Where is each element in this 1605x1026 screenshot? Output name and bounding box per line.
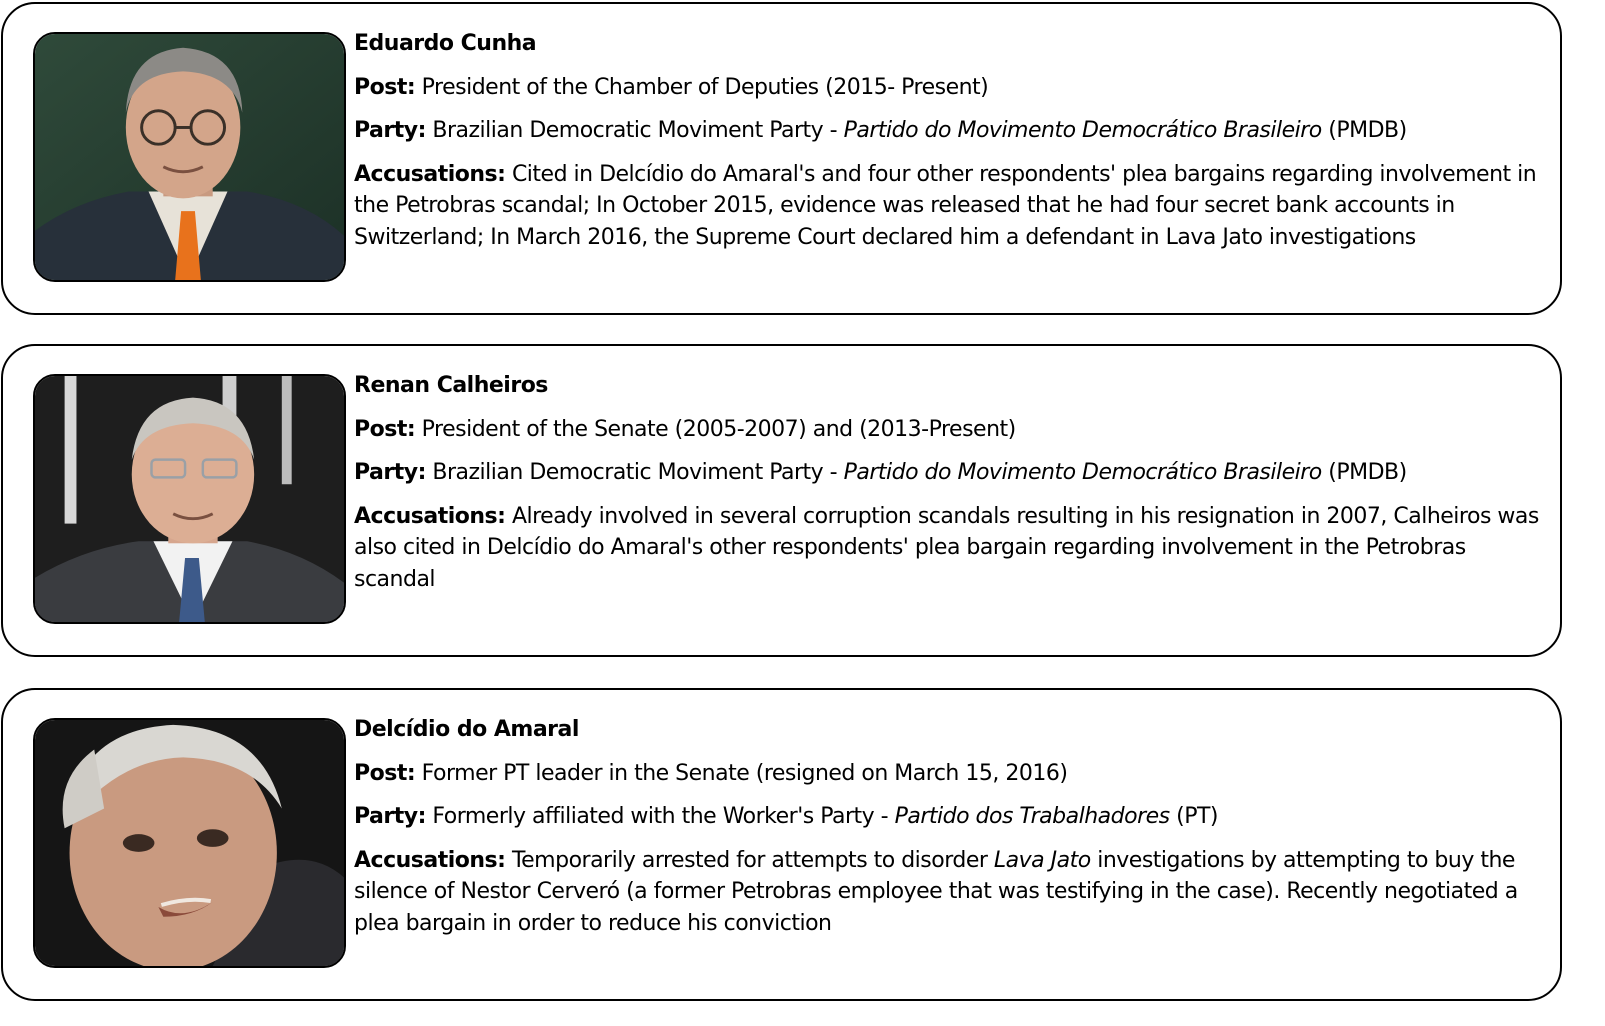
accusations-line	[354, 159, 1546, 254]
party-name-portuguese: Partido dos Trabalhadores	[894, 804, 1170, 829]
party-acronym: (PMDB)	[1321, 118, 1407, 143]
post-value: President of the Senate (2005-2007) and (2013-Present)	[421, 416, 1016, 442]
accusations-text: Already involved in several corruption scandals resulting in his resignation in 2007, Calheiros was also cited in Delcídio do Amaral's other respondents' plea bargain regarding involvement in the Petrobras scandal	[354, 503, 1539, 592]
accusations-text-end: investigations by attempting to buy the silence of Nestor Cerveró (a former Petrobras employee that was testifying in the case). Recently negotiated a plea bargain in order to reduce his conviction	[354, 847, 1518, 936]
accusations-operation-name: Lava Jato	[993, 847, 1091, 873]
post-value: Former PT leader in the Senate (resigned on March 15, 2016)	[421, 760, 1068, 786]
post-line	[354, 72, 1546, 104]
party-name-portuguese: Partido do Movimento Democrático Brasileiro	[843, 118, 1322, 143]
post-value: President of the Chamber of Deputies (2015- Present)	[421, 74, 989, 100]
party-label: Party:	[354, 118, 426, 143]
accusations-line	[354, 845, 1546, 940]
post-label: Post:	[354, 416, 416, 442]
post-label: Post:	[354, 74, 416, 100]
party-line	[354, 801, 1546, 833]
profile-card-delcidio-do-amaral	[1, 688, 1562, 1001]
post-line	[354, 414, 1546, 446]
accusations-label: Accusations:	[354, 503, 506, 529]
party-name: Brazilian Democratic Moviment Party -	[432, 460, 844, 485]
party-name-portuguese: Partido do Movimento Democrático Brasileiro	[843, 460, 1322, 485]
party-label: Party:	[354, 804, 426, 829]
portrait-photo-eduardo-cunha	[33, 32, 346, 282]
post-label: Post:	[354, 760, 416, 786]
post-line	[354, 758, 1546, 790]
party-line	[354, 115, 1546, 147]
party-name: Formerly affiliated with the Worker's Party -	[432, 804, 895, 829]
accusations-label: Accusations:	[354, 161, 506, 187]
accusations-label: Accusations:	[354, 847, 506, 873]
party-line	[354, 457, 1546, 489]
party-name: Brazilian Democratic Moviment Party -	[432, 118, 844, 143]
accusations-text-start: Temporarily arrested for attempts to disorder	[511, 847, 994, 873]
portrait-photo-renan-calheiros	[33, 374, 346, 624]
accusations-line	[354, 501, 1546, 596]
party-acronym: (PT)	[1169, 804, 1218, 829]
accusations-text: Cited in Delcídio do Amaral's and four other respondents' plea bargains regarding involvement in the Petrobras scandal; In October 2015, evidence was released that he had four secret bank accounts in Switzerland; In March 2016, the Supreme Court declared him a defendant in Lava Jato investigations	[354, 161, 1537, 250]
person-name: Eduardo Cunha	[354, 31, 537, 56]
party-label: Party:	[354, 460, 426, 485]
profile-card-renan-calheiros	[1, 344, 1562, 657]
person-name: Delcídio do Amaral	[354, 717, 579, 742]
party-acronym: (PMDB)	[1321, 460, 1407, 485]
profile-card-eduardo-cunha	[1, 2, 1562, 315]
portrait-photo-delcidio-do-amaral	[33, 718, 346, 968]
person-name: Renan Calheiros	[354, 373, 548, 398]
